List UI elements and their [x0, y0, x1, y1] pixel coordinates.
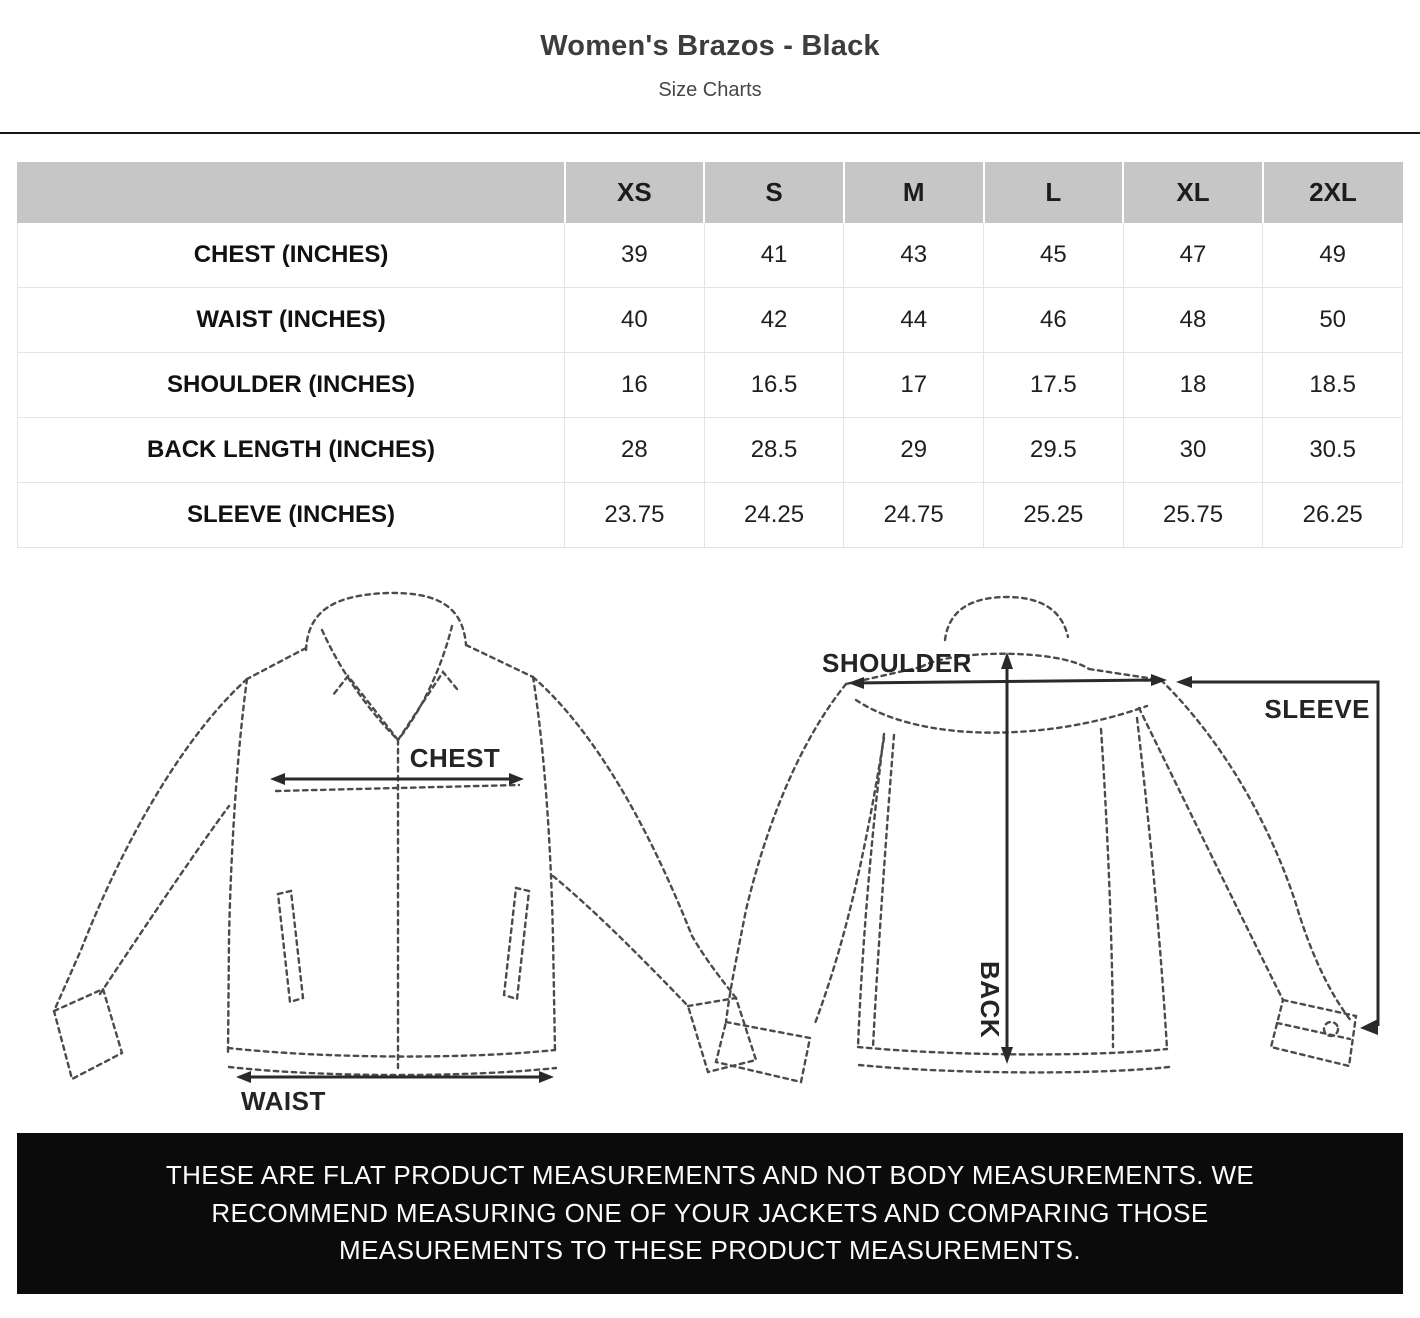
cell-value: 29.5: [984, 418, 1124, 483]
cell-value: 40: [565, 288, 705, 353]
cell-value: 16.5: [704, 353, 844, 418]
row-label: WAIST (INCHES): [18, 288, 565, 353]
cell-value: 49: [1263, 223, 1403, 288]
cell-value: 17: [844, 353, 984, 418]
cell-value: 29: [844, 418, 984, 483]
cell-value: 30.5: [1263, 418, 1403, 483]
row-label: SLEEVE (INCHES): [18, 483, 565, 548]
cell-value: 18.5: [1263, 353, 1403, 418]
chest-measure-arrow: [270, 773, 524, 785]
cell-value: 24.75: [844, 483, 984, 548]
size-table: [17, 162, 1403, 548]
cell-value: 28.5: [704, 418, 844, 483]
cell-value: 16: [565, 353, 705, 418]
shoulder-label: SHOULDER: [822, 648, 972, 678]
col-header-xl: XL: [1123, 163, 1263, 223]
jacket-measurement-diagram: [0, 548, 1420, 1133]
cell-value: 42: [704, 288, 844, 353]
size-table-wrap: [17, 162, 1403, 548]
size-table-header-row: [18, 163, 1403, 223]
cell-value: 23.75: [565, 483, 705, 548]
cell-value: 26.25: [1263, 483, 1403, 548]
page-title: Women's Brazos - Black: [540, 30, 880, 62]
cell-value: 25.25: [984, 483, 1124, 548]
corner-cell: [18, 163, 565, 223]
cell-value: 18: [1123, 353, 1263, 418]
chest-label: CHEST: [409, 743, 501, 773]
jacket-front-outline: [54, 593, 756, 1079]
cell-value: 47: [1123, 223, 1263, 288]
col-header-2xl: 2XL: [1263, 163, 1403, 223]
row-label: CHEST (INCHES): [18, 223, 565, 288]
cell-value: 41: [704, 223, 844, 288]
header-divider: [0, 132, 1420, 134]
table-row-back-length: [18, 418, 1403, 483]
page-subtitle: Size Charts: [658, 79, 762, 101]
row-label: BACK LENGTH (INCHES): [18, 418, 565, 483]
cell-value: 28: [565, 418, 705, 483]
col-header-l: L: [984, 163, 1124, 223]
table-row-shoulder: [18, 353, 1403, 418]
cell-value: 39: [565, 223, 705, 288]
table-row-waist: [18, 288, 1403, 353]
col-header-m: M: [844, 163, 984, 223]
cell-value: 30: [1123, 418, 1263, 483]
cell-value: 45: [984, 223, 1124, 288]
table-row-sleeve: [18, 483, 1403, 548]
cell-value: 44: [844, 288, 984, 353]
measurement-notice-banner: [17, 1133, 1403, 1294]
jacket-back-outline: [716, 597, 1356, 1082]
cell-value: 48: [1123, 288, 1263, 353]
col-header-s: S: [704, 163, 844, 223]
cell-value: 46: [984, 288, 1124, 353]
cell-value: 25.75: [1123, 483, 1263, 548]
back-label: BACK: [975, 961, 1005, 1039]
sleeve-label: SLEEVE: [1264, 694, 1370, 724]
cell-value: 43: [844, 223, 984, 288]
row-label: SHOULDER (INCHES): [18, 353, 565, 418]
col-header-xs: XS: [565, 163, 705, 223]
cell-value: 50: [1263, 288, 1403, 353]
cell-value: 24.25: [704, 483, 844, 548]
measurement-notice-text: THESE ARE FLAT PRODUCT MEASUREMENTS AND NOT BODY MEASUREMENTS. WE RECOMMEND MEASURING ONE OF YOUR JACKETS AND COMPARING THOSE MEASUREMENTS TO THESE PRODUCT MEASUREMENTS.: [165, 1160, 1255, 1266]
waist-label: WAIST: [241, 1086, 326, 1116]
cell-value: 17.5: [984, 353, 1124, 418]
table-row-chest: [18, 223, 1403, 288]
